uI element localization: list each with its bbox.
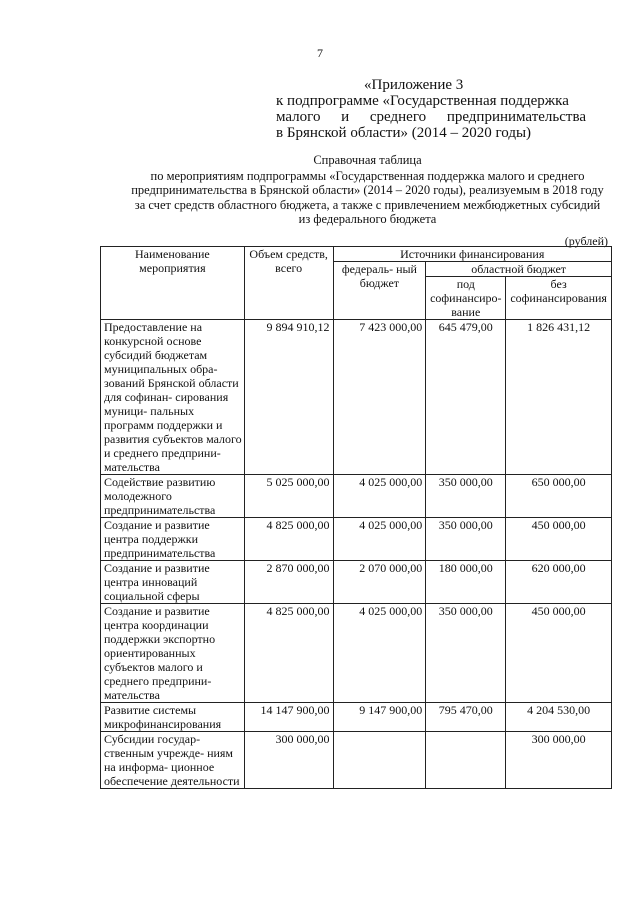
header-regional: областной бюджет — [426, 262, 612, 277]
row-name: Содействие развитию молодежного предпринимательства — [101, 475, 245, 518]
reference-table-caption — [95, 153, 640, 227]
header-federal: федераль- ный бюджет — [333, 262, 426, 320]
caption-line-3: за счет средств областного бюджета, а также с привлечением межбюджетных субсидий — [134, 197, 601, 212]
row-federal — [333, 732, 426, 789]
row-cofinanced: 350 000,00 — [426, 475, 506, 518]
row-name: Развитие системы микрофинансирования — [101, 703, 245, 732]
caption-line-2: предпринимательства в Брянской области» (2014 – 2020 годы), реализуемым в 2018 году — [131, 183, 604, 197]
page-number: 7 — [317, 46, 323, 60]
financing-table — [100, 246, 612, 789]
header-sources: Источники финансирования — [333, 247, 612, 262]
row-federal: 9 147 900,00 — [333, 703, 426, 732]
row-name: Субсидии государ- ственным учрежде- ниям на информа- ционное обеспечение деятельности — [101, 732, 245, 789]
unit-label: (рублей) — [564, 234, 608, 248]
row-name: Создание и развитие центра инноваций социальной сферы — [101, 561, 245, 604]
row-total: 300 000,00 — [244, 732, 333, 789]
row-total: 2 870 000,00 — [244, 561, 333, 604]
row-cofinanced — [426, 732, 506, 789]
row-cofinanced: 645 479,00 — [426, 320, 506, 475]
row-total: 5 025 000,00 — [244, 475, 333, 518]
header-not-cofinanced: без софинансирования — [506, 277, 612, 320]
row-federal: 7 423 000,00 — [333, 320, 426, 475]
row-name: Предоставление на конкурсной основе субсидий бюджетам муниципальных обра- зований Брянской области для софинан- сирования муници- пальных программ поддержки и развития субъектов малого и среднего предприни- мательства — [101, 320, 245, 475]
table-row — [101, 604, 612, 703]
row-total: 14 147 900,00 — [244, 703, 333, 732]
caption-line-1: по мероприятиям подпрограммы «Государственная поддержка малого и среднего — [150, 168, 585, 183]
row-federal: 4 025 000,00 — [333, 475, 426, 518]
table-row — [101, 732, 612, 789]
table-row — [101, 518, 612, 561]
row-not-cofinanced: 4 204 530,00 — [506, 703, 612, 732]
reference-title: Справочная таблица — [313, 153, 422, 167]
table-row — [101, 561, 612, 604]
row-not-cofinanced: 450 000,00 — [506, 604, 612, 703]
row-cofinanced: 350 000,00 — [426, 604, 506, 703]
caption-line-4: из федерального бюджета — [298, 212, 437, 226]
row-federal: 4 025 000,00 — [333, 604, 426, 703]
row-name: Создание и развитие центра поддержки предпринимательства — [101, 518, 245, 561]
row-federal: 4 025 000,00 — [333, 518, 426, 561]
appendix-word: малого — [276, 109, 321, 125]
row-not-cofinanced: 450 000,00 — [506, 518, 612, 561]
row-not-cofinanced: 1 826 431,12 — [506, 320, 612, 475]
appendix-title: «Приложение 3 — [364, 77, 464, 93]
appendix-line-3 — [276, 109, 586, 125]
appendix-word: среднего — [369, 109, 427, 125]
appendix-line-2: к подпрограмме «Государственная поддержка — [276, 93, 569, 109]
table-row — [101, 703, 612, 732]
row-name: Создание и развитие центра координации поддержки экспортно ориентированных субъектов малого и среднего предприни- мательства — [101, 604, 245, 703]
appendix-word: предпринимательства — [446, 109, 586, 125]
header-name: Наименование мероприятия — [101, 247, 245, 320]
row-total: 9 894 910,12 — [244, 320, 333, 475]
row-cofinanced: 350 000,00 — [426, 518, 506, 561]
appendix-line-4: в Брянской области» (2014 – 2020 годы) — [276, 125, 532, 141]
row-federal: 2 070 000,00 — [333, 561, 426, 604]
row-cofinanced: 795 470,00 — [426, 703, 506, 732]
row-not-cofinanced: 620 000,00 — [506, 561, 612, 604]
table-row — [101, 320, 612, 475]
header-cofinanced: под софинансиро- вание — [426, 277, 506, 320]
row-not-cofinanced: 650 000,00 — [506, 475, 612, 518]
row-total: 4 825 000,00 — [244, 604, 333, 703]
appendix-heading — [276, 77, 586, 141]
row-cofinanced: 180 000,00 — [426, 561, 506, 604]
table-row — [101, 475, 612, 518]
header-volume: Объем средств, всего — [244, 247, 333, 320]
row-total: 4 825 000,00 — [244, 518, 333, 561]
row-not-cofinanced: 300 000,00 — [506, 732, 612, 789]
appendix-word: и — [341, 109, 350, 125]
